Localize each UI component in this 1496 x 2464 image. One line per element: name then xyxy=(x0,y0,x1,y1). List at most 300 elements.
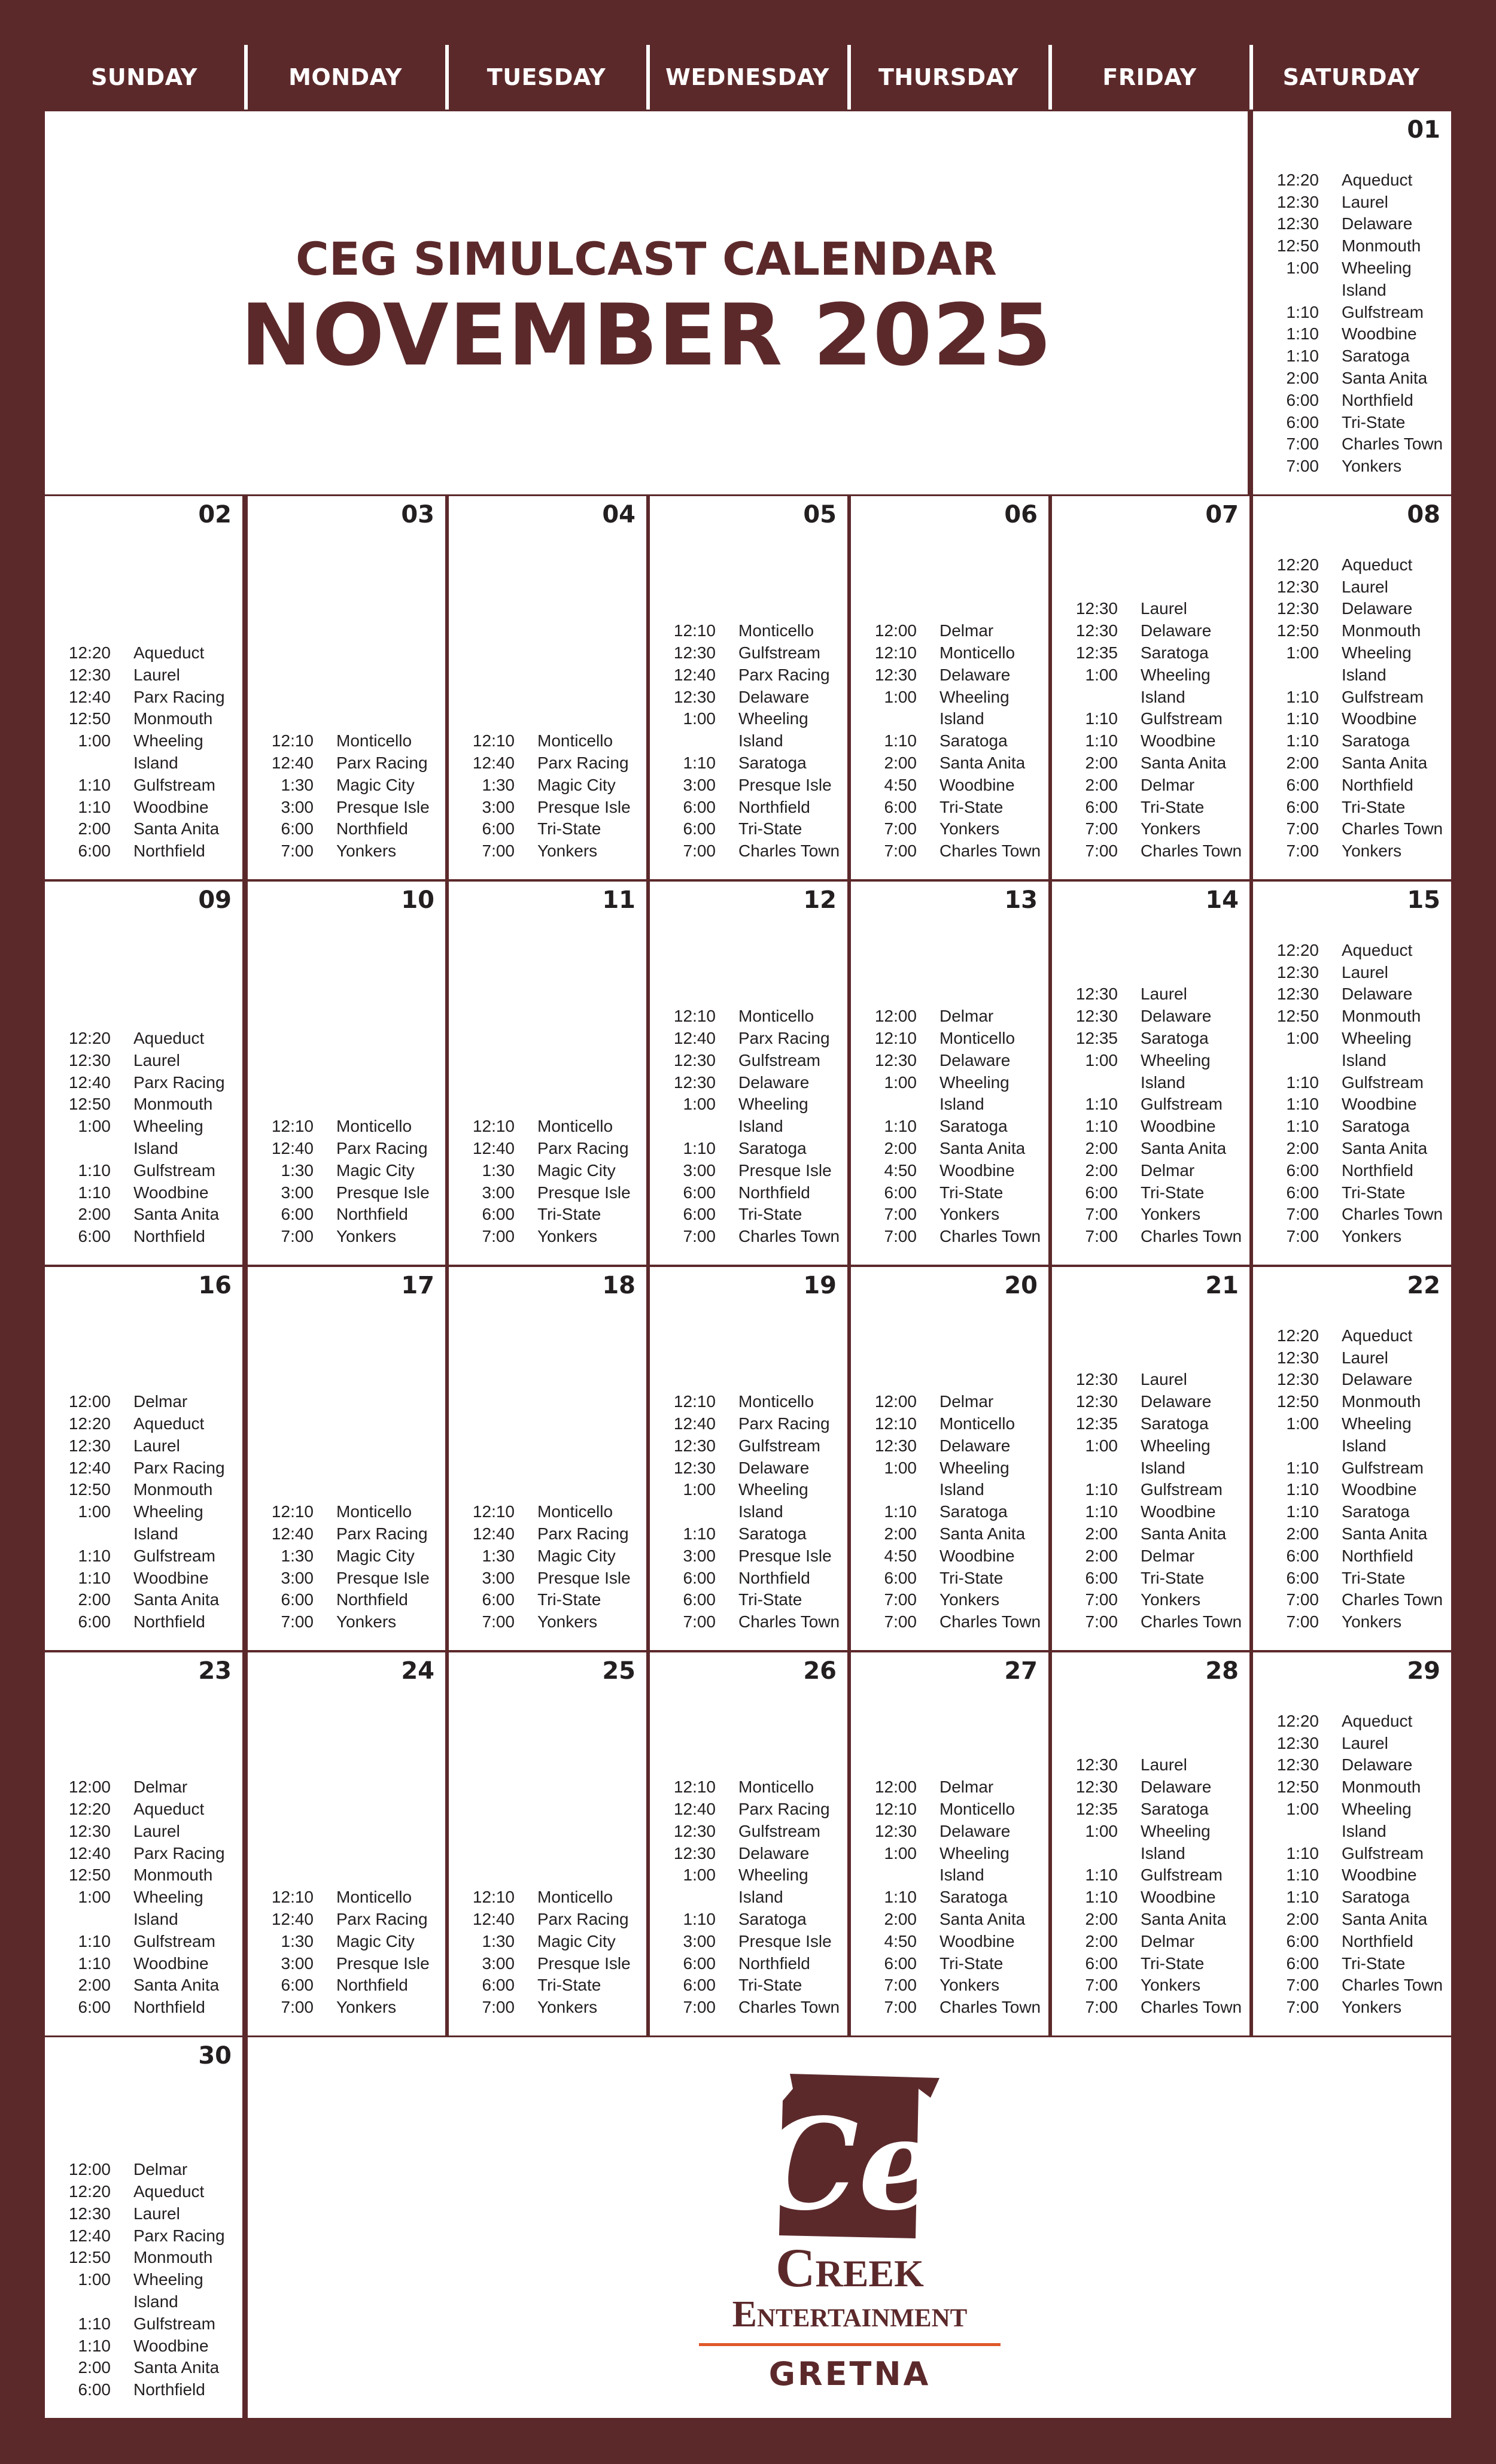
schedule-entry xyxy=(45,1953,242,1975)
creek-entertainment-logo xyxy=(688,2065,1011,2400)
track-name: Presque Isle xyxy=(336,797,430,816)
track-name: Santa Anita xyxy=(1141,1139,1227,1158)
track-name: Laurel xyxy=(133,2204,180,2223)
schedule-entry xyxy=(1253,433,1451,455)
schedule-entry xyxy=(449,1997,646,2019)
schedule-entry xyxy=(1052,1886,1249,1909)
weekday-thursday: THURSDAY xyxy=(878,64,1019,90)
post-time: 12:30 xyxy=(673,687,716,706)
track-name: Laurel xyxy=(1141,985,1187,1004)
track-name: Monmouth xyxy=(133,709,213,728)
post-time: 1:30 xyxy=(482,1546,515,1565)
post-time: 6:00 xyxy=(1085,1953,1118,1973)
track-name: Santa Anita xyxy=(133,1590,220,1609)
day-number: 05 xyxy=(803,501,837,528)
post-time: 6:00 xyxy=(78,1612,111,1631)
track-name: Saratoga xyxy=(1342,1502,1410,1521)
schedule-entry xyxy=(1052,1413,1249,1435)
track-name: Parx Racing xyxy=(537,754,629,773)
track-name: Northfield xyxy=(738,1183,810,1202)
track-name: Yonkers xyxy=(1141,819,1201,838)
day-cell xyxy=(248,882,445,1265)
track-name: Santa Anita xyxy=(133,1205,220,1224)
track-name: Saratoga xyxy=(1141,1414,1209,1433)
schedule-entry xyxy=(1052,1160,1249,1182)
post-time: 6:00 xyxy=(683,1568,716,1587)
track-name: Parx Racing xyxy=(738,1800,830,1819)
track-name: Gulfstream xyxy=(738,1821,820,1840)
day-cell xyxy=(449,1267,646,1650)
track-name: Delmar xyxy=(133,1778,188,1797)
track-name: Woodbine xyxy=(1342,1480,1417,1499)
schedule-entry xyxy=(45,2159,242,2181)
track-name: Parx Racing xyxy=(133,2226,225,2245)
schedule-entry xyxy=(45,1435,242,1457)
post-time: 1:10 xyxy=(1286,1888,1319,1907)
day-number: 30 xyxy=(198,2042,232,2070)
schedule-entry xyxy=(449,1974,646,1997)
post-time: 1:10 xyxy=(1286,1843,1319,1863)
post-time: 6:00 xyxy=(884,1953,917,1973)
schedule-entry xyxy=(1253,1160,1451,1182)
track-name: Woodbine xyxy=(1141,731,1216,751)
schedule-entry xyxy=(1052,983,1249,1005)
schedule-entry xyxy=(45,686,242,709)
calendar-title: CEG SIMULCAST CALENDAR xyxy=(296,232,997,285)
schedule-entry xyxy=(45,840,242,862)
post-time: 12:50 xyxy=(68,2248,111,2267)
post-time: 1:00 xyxy=(1286,643,1319,663)
post-time: 12:50 xyxy=(68,709,111,728)
post-time: 1:10 xyxy=(1286,687,1319,706)
day-cell xyxy=(1253,1267,1451,1650)
track-name: Tri-State xyxy=(537,1205,601,1224)
track-name: Gulfstream xyxy=(133,1931,215,1950)
schedule-entry xyxy=(449,818,646,840)
schedule-entry xyxy=(449,1567,646,1590)
day-cell xyxy=(1253,882,1451,1265)
schedule-entry xyxy=(650,708,847,752)
post-time: 12:30 xyxy=(1276,1370,1319,1389)
post-time: 3:00 xyxy=(683,1160,716,1180)
day-number: 21 xyxy=(1205,1272,1239,1299)
post-time: 7:00 xyxy=(1286,1976,1319,1995)
schedule-entry xyxy=(248,1931,445,1953)
track-name: Charles Town xyxy=(1141,1612,1242,1631)
track-name: Monticello xyxy=(537,731,613,751)
schedule-entry xyxy=(45,1821,242,1843)
post-time: 4:50 xyxy=(884,1931,917,1950)
post-time: 3:00 xyxy=(683,775,716,794)
schedule-entry xyxy=(1253,235,1451,257)
track-name: Gulfstream xyxy=(133,1160,215,1180)
track-name: Laurel xyxy=(1342,1348,1388,1367)
track-name: Delaware xyxy=(738,687,810,706)
simulcast-schedule xyxy=(449,1886,646,2019)
track-name: Yonkers xyxy=(336,841,397,861)
schedule-entry xyxy=(1052,1138,1249,1160)
track-name: Laurel xyxy=(133,665,180,684)
track-name: Charles Town xyxy=(1141,1998,1242,2017)
track-name: Monticello xyxy=(336,1117,412,1136)
post-time: 12:00 xyxy=(68,2160,111,2179)
simulcast-schedule xyxy=(1052,1369,1249,1633)
schedule-entry xyxy=(1253,1953,1451,1975)
schedule-entry xyxy=(1052,1182,1249,1204)
schedule-entry xyxy=(45,1589,242,1611)
day-number: 14 xyxy=(1205,886,1239,914)
track-name: Santa Anita xyxy=(939,754,1026,773)
track-name: Woodbine xyxy=(939,775,1015,794)
track-name: Wheeling Island xyxy=(133,1888,203,1929)
track-name: Aqueduct xyxy=(1342,1711,1413,1730)
day-number: 16 xyxy=(198,1272,232,1299)
track-name: Charles Town xyxy=(939,841,1041,861)
schedule-entry xyxy=(851,1843,1048,1887)
post-time: 4:50 xyxy=(884,1160,917,1180)
track-name: Northfield xyxy=(133,2380,205,2399)
post-time: 7:00 xyxy=(683,1227,716,1246)
track-name: Northfield xyxy=(1342,390,1413,409)
day-cell xyxy=(449,496,646,879)
post-time: 1:10 xyxy=(1286,1866,1319,1885)
day-number: 19 xyxy=(803,1272,837,1299)
track-name: Yonkers xyxy=(1342,841,1402,861)
post-time: 1:10 xyxy=(78,2336,111,2355)
schedule-entry xyxy=(650,1182,847,1204)
simulcast-schedule xyxy=(248,1886,445,2019)
day-cell xyxy=(851,496,1048,879)
post-time: 12:10 xyxy=(472,1502,515,1521)
track-name: Gulfstream xyxy=(738,1436,820,1455)
schedule-entry xyxy=(1052,1974,1249,1997)
brand-divider xyxy=(699,2343,1001,2346)
schedule-entry xyxy=(650,1589,847,1611)
schedule-entry xyxy=(1052,1931,1249,1953)
post-time: 3:00 xyxy=(281,1953,314,1973)
post-time: 6:00 xyxy=(683,1953,716,1973)
schedule-entry xyxy=(449,752,646,774)
track-name: Wheeling Island xyxy=(939,1458,1010,1499)
track-name: Santa Anita xyxy=(1342,1139,1428,1158)
post-time: 3:00 xyxy=(482,1183,515,1202)
schedule-entry xyxy=(1253,1093,1451,1116)
post-time: 12:50 xyxy=(68,1866,111,1885)
post-time: 6:00 xyxy=(281,1976,314,1995)
schedule-entry xyxy=(449,840,646,862)
post-time: 6:00 xyxy=(1286,390,1319,409)
schedule-entry xyxy=(650,840,847,862)
track-name: Monticello xyxy=(738,1007,814,1026)
schedule-entry xyxy=(851,818,1048,840)
track-name: Delaware xyxy=(738,1073,810,1092)
track-name: Monmouth xyxy=(133,2248,213,2267)
post-time: 1:10 xyxy=(78,1546,111,1565)
schedule-entry xyxy=(650,818,847,840)
post-time: 12:40 xyxy=(271,1139,314,1158)
track-name: Monmouth xyxy=(1342,1392,1421,1411)
track-name: Monticello xyxy=(939,1800,1015,1819)
track-name: Santa Anita xyxy=(133,1976,220,1995)
post-time: 12:30 xyxy=(68,1050,111,1070)
schedule-entry xyxy=(45,818,242,840)
track-name: Charles Town xyxy=(1141,1227,1242,1246)
track-name: Presque Isle xyxy=(336,1953,430,1973)
post-time: 7:00 xyxy=(1286,1612,1319,1631)
track-name: Tri-State xyxy=(738,1205,802,1224)
post-time: 12:35 xyxy=(1075,1029,1118,1048)
schedule-entry xyxy=(650,664,847,686)
simulcast-schedule xyxy=(1253,169,1451,478)
schedule-entry xyxy=(1253,1501,1451,1523)
post-time: 2:00 xyxy=(1286,369,1319,388)
schedule-entry xyxy=(1052,840,1249,862)
brand-name-line2: Entertainment xyxy=(732,2294,968,2335)
track-name: Monticello xyxy=(537,1888,613,1907)
schedule-entry xyxy=(1253,1116,1451,1138)
post-time: 12:30 xyxy=(1276,1755,1319,1775)
post-time: 1:10 xyxy=(78,1953,111,1973)
schedule-entry xyxy=(1052,1798,1249,1821)
post-time: 12:30 xyxy=(1075,621,1118,640)
track-name: Delaware xyxy=(1342,985,1413,1004)
schedule-entry xyxy=(45,1413,242,1435)
post-time: 7:00 xyxy=(1085,1227,1118,1246)
track-name: Delmar xyxy=(939,621,994,640)
post-time: 12:20 xyxy=(1276,555,1319,574)
track-name: Delmar xyxy=(1141,1931,1195,1950)
schedule-entry xyxy=(1253,642,1451,686)
schedule-entry xyxy=(851,1798,1048,1821)
post-time: 12:30 xyxy=(874,1821,917,1840)
post-time: 12:40 xyxy=(673,665,716,684)
post-time: 12:10 xyxy=(874,1800,917,1819)
track-name: Wheeling Island xyxy=(939,687,1010,728)
post-time: 12:40 xyxy=(271,754,314,773)
post-time: 2:00 xyxy=(884,1139,917,1158)
track-name: Delmar xyxy=(939,1392,994,1411)
track-name: Saratoga xyxy=(939,1888,1008,1907)
track-name: Gulfstream xyxy=(738,1050,820,1070)
track-name: Monticello xyxy=(336,1502,412,1521)
day-cell xyxy=(1052,496,1249,879)
post-time: 6:00 xyxy=(1286,412,1319,432)
post-time: 1:10 xyxy=(1286,1117,1319,1136)
post-time: 1:30 xyxy=(482,1931,515,1950)
post-time: 7:00 xyxy=(482,1998,515,2017)
schedule-entry xyxy=(449,1226,646,1248)
schedule-entry xyxy=(1052,642,1249,664)
post-time: 2:00 xyxy=(1085,1931,1118,1950)
post-time: 4:50 xyxy=(884,775,917,794)
schedule-entry xyxy=(1253,1843,1451,1865)
day-cell xyxy=(851,1267,1048,1650)
track-name: Santa Anita xyxy=(939,1139,1026,1158)
post-time: 6:00 xyxy=(1286,1183,1319,1202)
post-time: 12:40 xyxy=(68,1458,111,1477)
track-name: Saratoga xyxy=(1342,1888,1410,1907)
day-cell xyxy=(45,2037,242,2418)
schedule-entry xyxy=(650,1391,847,1413)
schedule-entry xyxy=(851,1523,1048,1545)
post-time: 1:00 xyxy=(1286,1414,1319,1433)
schedule-entry xyxy=(851,1435,1048,1457)
post-time: 7:00 xyxy=(884,1227,917,1246)
schedule-entry xyxy=(45,774,242,797)
schedule-entry xyxy=(248,1523,445,1545)
post-time: 12:30 xyxy=(673,1821,716,1840)
track-name: Laurel xyxy=(1342,962,1388,982)
track-name: Northfield xyxy=(133,1998,205,2017)
schedule-entry xyxy=(851,774,1048,797)
simulcast-schedule xyxy=(45,2159,242,2401)
track-name: Tri-State xyxy=(537,1590,601,1609)
post-time: 7:00 xyxy=(1286,435,1319,454)
post-time: 3:00 xyxy=(281,1183,314,1202)
post-time: 6:00 xyxy=(1085,1568,1118,1587)
post-time: 2:00 xyxy=(78,1205,111,1224)
schedule-entry xyxy=(1253,1776,1451,1798)
schedule-entry xyxy=(1253,1182,1451,1204)
track-name: Santa Anita xyxy=(1141,1910,1227,1929)
post-time: 1:00 xyxy=(884,687,917,706)
post-time: 12:30 xyxy=(673,1436,716,1455)
schedule-entry xyxy=(650,1997,847,2019)
post-time: 1:10 xyxy=(1286,1095,1319,1114)
track-name: Monticello xyxy=(537,1117,613,1136)
schedule-entry xyxy=(45,1776,242,1798)
schedule-entry xyxy=(851,1501,1048,1523)
post-time: 12:30 xyxy=(1276,577,1319,596)
track-name: Yonkers xyxy=(939,819,1000,838)
post-time: 1:00 xyxy=(884,1458,917,1477)
post-time: 12:30 xyxy=(874,1436,917,1455)
track-name: Aqueduct xyxy=(133,1414,205,1433)
post-time: 1:10 xyxy=(1085,1888,1118,1907)
day-cell xyxy=(851,882,1048,1265)
track-name: Delaware xyxy=(939,1050,1011,1070)
post-time: 7:00 xyxy=(482,1612,515,1631)
schedule-entry xyxy=(650,1545,847,1567)
schedule-entry xyxy=(1253,686,1451,709)
track-name: Gulfstream xyxy=(1342,302,1424,321)
post-time: 6:00 xyxy=(884,1568,917,1587)
schedule-entry xyxy=(851,664,1048,686)
post-time: 6:00 xyxy=(683,1976,716,1995)
post-time: 1:10 xyxy=(1085,1480,1118,1499)
schedule-entry xyxy=(1253,1931,1451,1953)
post-time: 1:10 xyxy=(884,1502,917,1521)
track-name: Magic City xyxy=(336,1931,415,1950)
schedule-entry xyxy=(1253,840,1451,862)
schedule-entry xyxy=(1052,1953,1249,1975)
schedule-entry xyxy=(449,1953,646,1975)
track-name: Monticello xyxy=(738,621,814,640)
track-name: Tri-State xyxy=(1342,1953,1406,1973)
post-time: 12:20 xyxy=(68,2182,111,2201)
post-time: 12:30 xyxy=(1075,599,1118,618)
post-time: 1:00 xyxy=(78,2270,111,2289)
schedule-entry xyxy=(45,1798,242,1821)
schedule-entry xyxy=(248,1545,445,1567)
post-time: 12:30 xyxy=(1276,192,1319,211)
post-time: 12:40 xyxy=(271,1524,314,1544)
post-time: 6:00 xyxy=(1286,1160,1319,1180)
day-cell xyxy=(248,1267,445,1650)
schedule-entry xyxy=(45,1567,242,1590)
track-name: Magic City xyxy=(537,1546,616,1565)
track-name: Delaware xyxy=(1342,1370,1413,1389)
track-name: Laurel xyxy=(133,1821,180,1840)
schedule-entry xyxy=(248,774,445,797)
day-number: 02 xyxy=(198,501,232,528)
post-time: 12:10 xyxy=(874,1414,917,1433)
schedule-entry xyxy=(1253,1611,1451,1633)
schedule-entry xyxy=(851,730,1048,752)
track-name: Delmar xyxy=(1141,1160,1195,1180)
schedule-entry xyxy=(248,1909,445,1931)
day-cell xyxy=(248,496,445,879)
post-time: 1:00 xyxy=(78,731,111,751)
schedule-entry xyxy=(1253,1798,1451,1843)
post-time: 6:00 xyxy=(1286,1953,1319,1973)
simulcast-schedule xyxy=(45,642,242,862)
day-cell xyxy=(45,1267,242,1650)
track-name: Tri-State xyxy=(738,1976,802,1995)
post-time: 3:00 xyxy=(482,797,515,816)
track-name: Parx Racing xyxy=(738,665,830,684)
schedule-entry xyxy=(1253,620,1451,642)
post-time: 7:00 xyxy=(683,1998,716,2017)
track-name: Aqueduct xyxy=(1342,555,1413,574)
track-name: Delaware xyxy=(1342,214,1413,233)
post-time: 12:50 xyxy=(1276,1778,1319,1797)
track-name: Delmar xyxy=(1141,1546,1195,1565)
post-time: 7:00 xyxy=(1286,457,1319,476)
post-time: 6:00 xyxy=(1085,1183,1118,1202)
track-name: Yonkers xyxy=(1141,1976,1201,1995)
schedule-entry xyxy=(1052,1545,1249,1567)
post-time: 6:00 xyxy=(281,1205,314,1224)
post-time: 12:30 xyxy=(673,643,716,663)
post-time: 6:00 xyxy=(884,797,917,816)
schedule-entry xyxy=(1253,1864,1451,1886)
post-time: 2:00 xyxy=(1085,1910,1118,1929)
track-name: Wheeling Island xyxy=(1141,1050,1211,1092)
day-number: 24 xyxy=(401,1657,434,1685)
post-time: 2:00 xyxy=(1085,1139,1118,1158)
simulcast-schedule xyxy=(45,1028,242,1248)
post-time: 6:00 xyxy=(1286,1931,1319,1950)
day-cell xyxy=(45,496,242,879)
simulcast-schedule xyxy=(1253,940,1451,1248)
schedule-entry xyxy=(851,1886,1048,1909)
schedule-entry xyxy=(1253,1413,1451,1457)
schedule-entry xyxy=(45,1226,242,1248)
track-name: Northfield xyxy=(738,797,810,816)
schedule-entry xyxy=(1253,962,1451,984)
track-name: Woodbine xyxy=(133,2336,209,2355)
track-name: Wheeling Island xyxy=(738,1866,808,1907)
track-name: Tri-State xyxy=(939,1183,1004,1202)
track-name: Woodbine xyxy=(1342,324,1417,344)
schedule-entry xyxy=(1253,818,1451,840)
schedule-entry xyxy=(650,1050,847,1072)
track-name: Monmouth xyxy=(1342,1007,1421,1026)
schedule-entry xyxy=(248,1953,445,1975)
schedule-entry xyxy=(1253,1754,1451,1776)
post-time: 6:00 xyxy=(482,1976,515,1995)
